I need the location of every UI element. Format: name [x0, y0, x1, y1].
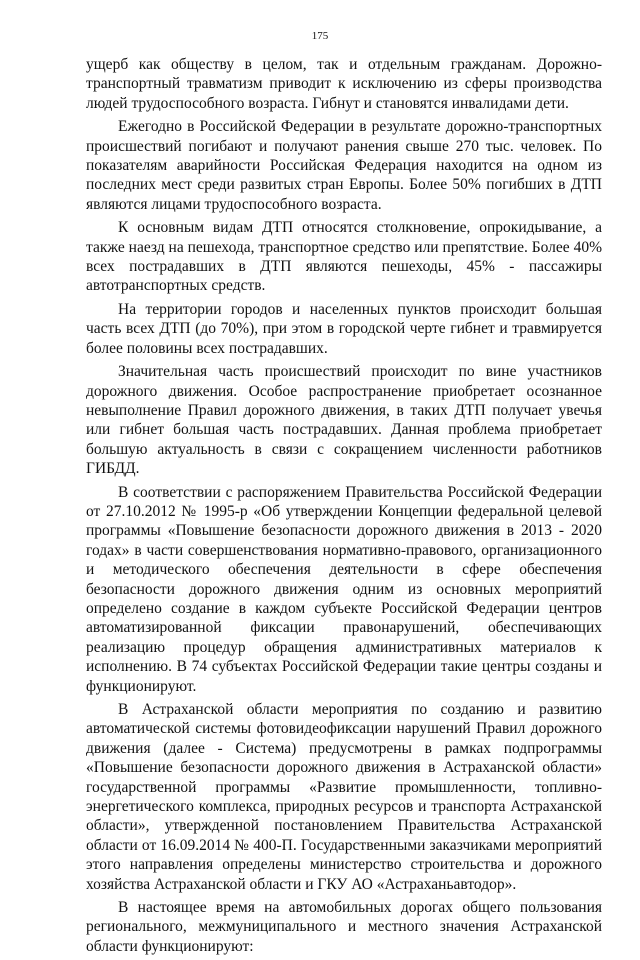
page-number: 175 [311, 30, 329, 42]
paragraph-2: Ежегодно в Российской Федерации в результате дорожно-транспортных происшествий погибают и получают ранения свыше 270 тыс. человек. По показателям аварийности Российская Федерация находится на одном из последних мест среди развитых стран Европы. Более 50% погибших в ДТП являются лицами трудоспособного возраста. [86, 118, 602, 213]
document-body [86, 55, 602, 960]
paragraph-3: К основным видам ДТП относятся столкновение, опрокидывание, а также наезд на пешехода, транспортное средство или препятствие. Более 40% всех пострадавших в ДТП являются пешеходы, 45% - пассажиры автотранспортных средств. [86, 219, 602, 295]
paragraph-5: Значительная часть происшествий происходит по вине участников дорожного движения. Особое распространение приобретает осознанное невыполнение Правил дорожного движения, в таких ДТП получает увечья или гибнет большая часть пострадавших. Данная проблема приобретает большую актуальность в связи с сокращением численности работников ГИБДД. [86, 363, 602, 478]
paragraph-7: В Астраханской области мероприятия по созданию и развитию автоматической системы фотовидеофиксации нарушений Правил дорожного движения (далее - Система) предусмотрены в рамках подпрограммы «Повышение безопасности дорожного движения в Астраханской области» государственной программы «Развитие промышленности, топливно-энергетического комплекса, природных ресурсов и транспорта Астраханской области», утвержденной постановлением Правительства Астраханской области от 16.09.2014 № 400-П. Государственными заказчиками мероприятий этого направления определены министерство строительства и дорожного хозяйства Астраханской области и ГКУ АО «Астраханьавтодор». [86, 701, 602, 893]
paragraph-1: ущерб как обществу в целом, так и отдельным гражданам. Дорожно-транспортный травматизм приводит к исключению из сферы производства людей трудоспособного возраста. Гибнут и становятся инвалидами дети. [86, 56, 602, 112]
paragraph-6: В соответствии с распоряжением Правительства Российской Федерации от 27.10.2012 № 1995-р «Об утверждении Концепции федеральной целевой программы «Повышение безопасности дорожного движения в 2013 - 2020 годах» в части совершенствования нормативно-правового, организационного и методического обеспечения деятельности в сфере обеспечения безопасности дорожного движения одним из основных мероприятий определено создание в каждом субъекте Российской Федерации центров автоматизированной фиксации правонарушений, обеспечивающих реализацию процедур обращения административных материалов к исполнению. В 74 субъектах Российской Федерации такие центры созданы и функционируют. [86, 483, 602, 695]
paragraph-4: На территории городов и населенных пунктов происходит большая часть всех ДТП (до 70%), при этом в городской черте гибнет и травмируется более половины всех пострадавших. [86, 300, 602, 357]
paragraph-8: В настоящее время на автомобильных дорогах общего пользования регионального, межмуниципального и местного значения Астраханской области функционируют: [86, 899, 602, 955]
